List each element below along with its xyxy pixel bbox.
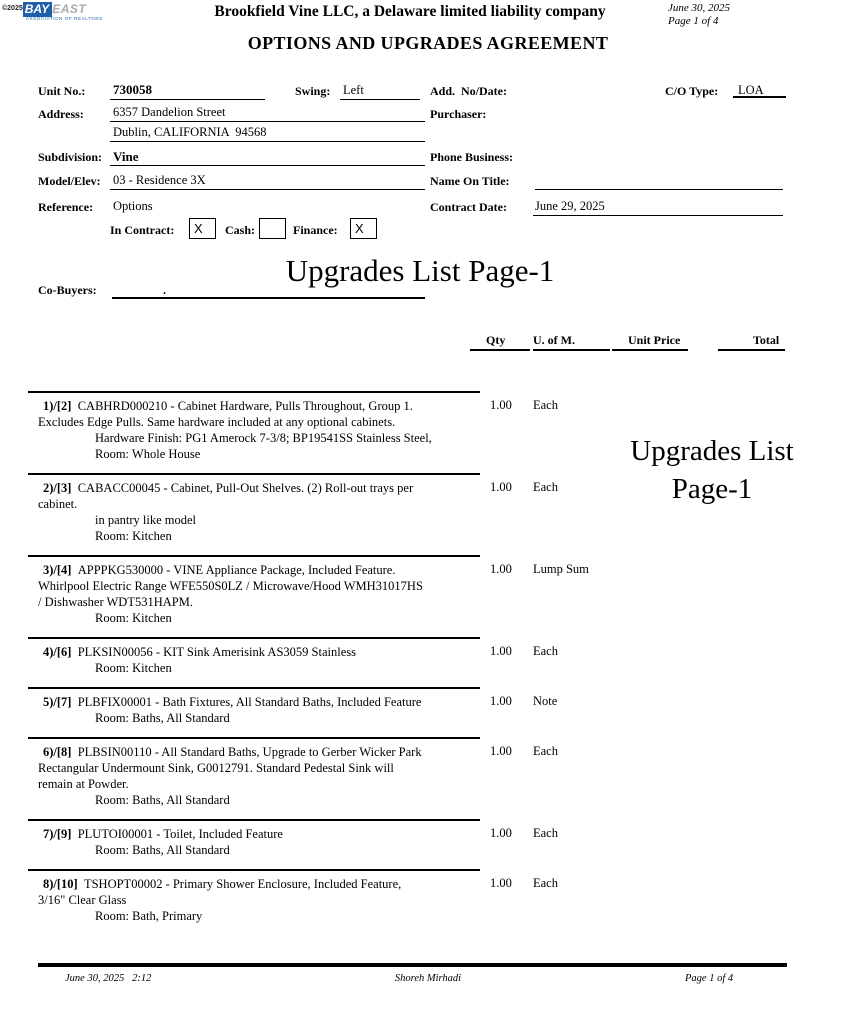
item-qty: 1.00	[490, 876, 512, 890]
contract-date-value: June 29, 2025	[535, 199, 605, 213]
item-detail-line: Room: Baths, All Standard	[95, 711, 230, 725]
item-detail-line: Room: Whole House	[95, 447, 201, 461]
item-uom: Each	[533, 744, 558, 758]
subdivision-label: Subdivision:	[38, 150, 103, 164]
logo-bay-text: BAY	[23, 2, 52, 17]
item-desc-line: 5)/[7] PLBFIX00001 - Bath Fixtures, All Standard Baths, Included Feature	[43, 695, 422, 709]
item-number: 6)/[8]	[43, 745, 72, 759]
item-detail-line: Hardware Finish: PG1 Amerock 7-3/8; BP19541SS Stainless Steel,	[95, 431, 432, 445]
item-separator-line	[28, 737, 480, 739]
contract-date-underline	[533, 200, 783, 216]
subdivision-value: Vine	[113, 149, 139, 164]
item-desc-line: 1)/[2] CABHRD000210 - Cabinet Hardware, Pulls Throughout, Group 1.	[43, 399, 413, 413]
logo-tagline: ASSOCIATION OF REALTORS	[26, 16, 103, 21]
subdivision-underline	[110, 150, 425, 166]
item-desc-line: 2)/[3] CABACC00045 - Cabinet, Pull-Out Shelves. (2) Roll-out trays per	[43, 481, 414, 495]
item-description	[28, 644, 480, 676]
model-elev-value: 03 - Residence 3X	[113, 173, 206, 187]
footer-rule	[38, 963, 787, 967]
co-type-value: LOA	[738, 83, 764, 97]
item-desc-line: Excludes Edge Pulls. Same hardware included at any optional cabinets.	[38, 415, 396, 429]
item-desc-line: 4)/[6] PLKSIN00056 - KIT Sink Amerisink AS3059 Stainless	[43, 645, 356, 659]
item-desc-line: 6)/[8] PLBSIN00110 - All Standard Baths, Upgrade to Gerber Wicker Park	[43, 745, 422, 759]
item-description	[28, 826, 480, 858]
item-number: 2)/[3]	[43, 481, 72, 495]
side-title-line1: Upgrades List	[630, 435, 794, 467]
item-description	[28, 744, 480, 808]
qty-header-underline	[470, 349, 530, 351]
item-uom: Each	[533, 876, 558, 890]
unit-price-header-underline	[612, 349, 688, 351]
swing-value: Left	[343, 83, 364, 97]
item-qty: 1.00	[490, 826, 512, 840]
item-description	[28, 562, 480, 626]
item-number: 5)/[7]	[43, 695, 72, 709]
swing-underline	[340, 84, 420, 100]
footer-page-number: Page 1 of 4	[685, 973, 734, 984]
item-qty: 1.00	[490, 480, 512, 494]
item-detail-line: in pantry like model	[95, 513, 197, 527]
unit-no-value: 730058	[113, 82, 152, 97]
item-detail-line: Room: Bath, Primary	[95, 909, 203, 923]
address-label: Address:	[38, 107, 84, 121]
item-number: 7)/[9]	[43, 827, 72, 841]
item-separator-line	[28, 391, 480, 393]
add-no-date-label: Add. No/Date:	[430, 84, 507, 98]
upgrades-list-title: Upgrades List Page-1	[285, 253, 555, 288]
item-desc-line: cabinet.	[38, 497, 78, 511]
item-desc-line: Rectangular Undermount Sink, G0012791. Standard Pedestal Sink will	[38, 761, 394, 775]
item-qty: 1.00	[490, 744, 512, 758]
item-uom: Lump Sum	[533, 562, 589, 576]
item-uom: Each	[533, 480, 558, 494]
item-description	[28, 480, 480, 544]
table-row	[28, 817, 785, 867]
table-row	[28, 685, 785, 735]
page-title: OPTIONS AND UPGRADES AGREEMENT	[247, 33, 609, 53]
contract-date-label: Contract Date:	[430, 200, 507, 214]
col-header-uom: U. of M.	[533, 333, 575, 347]
address-line1-underline	[110, 106, 425, 122]
unit-no-label: Unit No.:	[38, 84, 86, 98]
item-separator-line	[28, 819, 480, 821]
unit-no-underline	[110, 84, 265, 100]
finance-label: Finance:	[293, 223, 338, 237]
model-elev-label: Model/Elev:	[38, 174, 101, 188]
cash-checkbox	[259, 218, 286, 239]
upgrades-list-side-title	[608, 432, 816, 508]
reference-label: Reference:	[38, 200, 94, 214]
item-separator-line	[28, 869, 480, 871]
name-on-title-underline	[535, 174, 783, 190]
purchaser-label: Purchaser:	[430, 107, 487, 121]
item-uom: Each	[533, 826, 558, 840]
header-page-number: Page 1 of 4	[668, 15, 719, 27]
reference-value: Options	[113, 199, 153, 213]
item-qty: 1.00	[490, 398, 512, 412]
company-name: Brookfield Vine LLC, a Delaware limited liability company	[214, 3, 606, 20]
co-type-underline	[733, 82, 786, 98]
item-qty: 1.00	[490, 694, 512, 708]
item-desc-line: 3)/[4] APPPKG530000 - VINE Appliance Package, Included Feature.	[43, 563, 396, 577]
table-row	[28, 735, 785, 817]
col-header-qty: Qty	[486, 333, 506, 347]
item-number: 3)/[4]	[43, 563, 72, 577]
item-uom: Each	[533, 398, 558, 412]
item-number: 4)/[6]	[43, 645, 72, 659]
item-description	[28, 694, 480, 726]
table-row	[28, 635, 785, 685]
item-separator-line	[28, 687, 480, 689]
side-title-line2: Page-1	[671, 473, 753, 505]
item-separator-line	[28, 473, 480, 475]
item-number: 8)/[10]	[43, 877, 78, 891]
item-desc-line: 3/16" Clear Glass	[38, 893, 127, 907]
swing-label: Swing:	[295, 84, 331, 98]
co-buyers-underline	[112, 283, 425, 299]
table-row	[28, 553, 785, 635]
co-type-label: C/O Type:	[665, 84, 719, 98]
item-desc-line: remain at Powder.	[38, 777, 129, 791]
item-detail-line: Room: Kitchen	[95, 529, 172, 543]
name-on-title-label: Name On Title:	[430, 174, 510, 188]
item-detail-line: Room: Baths, All Standard	[95, 793, 230, 807]
uom-header-underline	[533, 349, 610, 351]
item-detail-line: Room: Kitchen	[95, 661, 172, 675]
item-desc-line: / Dishwasher WDT531HAPM.	[38, 595, 193, 609]
in-contract-label: In Contract:	[110, 223, 175, 237]
item-uom: Note	[533, 694, 558, 708]
model-elev-underline	[110, 174, 425, 190]
in-contract-checkbox: X	[189, 218, 216, 239]
table-row	[28, 867, 785, 933]
address-line2-underline	[110, 126, 425, 142]
item-number: 1)/[2]	[43, 399, 72, 413]
item-description	[28, 398, 480, 462]
address-line2: Dublin, CALIFORNIA 94568	[113, 125, 267, 139]
col-header-total: Total	[753, 333, 780, 347]
item-detail-line: Room: Kitchen	[95, 611, 172, 625]
item-desc-line: 8)/[10] TSHOPT00002 - Primary Shower Enclosure, Included Feature,	[43, 877, 402, 891]
phone-business-label: Phone Business:	[430, 150, 514, 164]
footer-datetime: June 30, 2025 2:12	[65, 973, 152, 984]
logo-east-text: EAST	[52, 2, 87, 16]
logo-copyright: ©2025	[2, 5, 23, 12]
item-qty: 1.00	[490, 644, 512, 658]
item-uom: Each	[533, 644, 558, 658]
item-separator-line	[28, 555, 480, 557]
address-line1: 6357 Dandelion Street	[113, 105, 226, 119]
item-description	[28, 876, 480, 924]
item-qty: 1.00	[490, 562, 512, 576]
item-detail-line: Room: Baths, All Standard	[95, 843, 230, 857]
item-desc-line: 7)/[9] PLUTOI00001 - Toilet, Included Feature	[43, 827, 283, 841]
item-separator-line	[28, 637, 480, 639]
co-buyers-dot: .	[163, 283, 166, 297]
footer-name: Shoreh Mirhadi	[394, 973, 462, 984]
co-buyers-label: Co-Buyers:	[38, 283, 97, 297]
total-header-underline	[718, 349, 785, 351]
col-header-unit-price: Unit Price	[628, 333, 681, 347]
item-desc-line: Whirlpool Electric Range WFE550S0LZ / Microwave/Hood WMH31017HS	[38, 579, 423, 593]
header-date: June 30, 2025	[668, 2, 731, 14]
cash-label: Cash:	[225, 223, 256, 237]
finance-checkbox: X	[350, 218, 377, 239]
